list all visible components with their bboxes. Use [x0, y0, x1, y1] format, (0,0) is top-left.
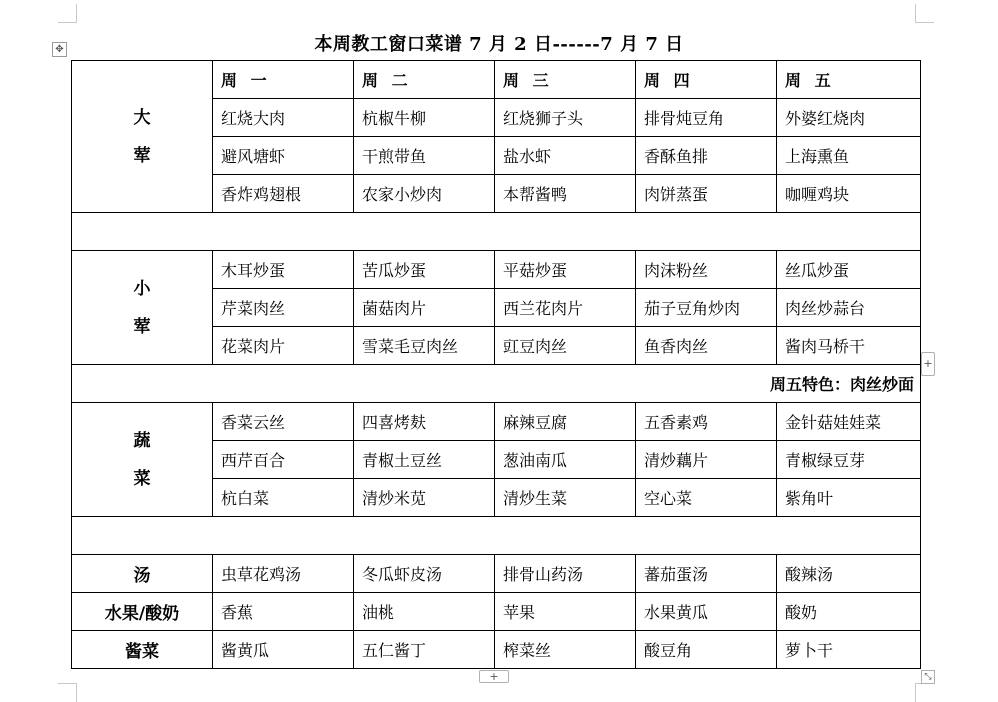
category-label: 大 [133, 107, 151, 128]
table-row [72, 555, 921, 593]
dish-cell[interactable]: 蕃茄蛋汤 [636, 555, 777, 593]
empty-cell[interactable] [72, 213, 921, 251]
dish-cell[interactable]: 榨菜丝 [495, 631, 636, 669]
menu-table [71, 60, 921, 669]
crop-mark-top-left [58, 4, 77, 23]
table-row [72, 61, 921, 99]
dish-cell[interactable]: 红烧大肉 [213, 99, 354, 137]
dish-cell[interactable]: 肉饼蒸蛋 [636, 175, 777, 213]
dish-cell[interactable]: 肉丝炒蒜台 [777, 289, 921, 327]
dish-cell[interactable]: 排骨炖豆角 [636, 99, 777, 137]
dish-cell[interactable]: 清炒藕片 [636, 441, 777, 479]
table-move-icon[interactable]: ✥ [52, 42, 67, 57]
dish-cell[interactable]: 清炒米苋 [354, 479, 495, 517]
dish-cell[interactable]: 酸奶 [777, 593, 921, 631]
dish-cell[interactable]: 农家小炒肉 [354, 175, 495, 213]
dish-cell[interactable]: 香蕉 [213, 593, 354, 631]
dish-cell[interactable]: 平菇炒蛋 [495, 251, 636, 289]
table-resize-icon[interactable]: ⤡ [921, 670, 935, 684]
category-label: 荤 [133, 145, 151, 166]
dish-cell[interactable]: 虫草花鸡汤 [213, 555, 354, 593]
dish-cell[interactable]: 雪菜毛豆肉丝 [354, 327, 495, 365]
dish-cell[interactable]: 芹菜肉丝 [213, 289, 354, 327]
dish-cell[interactable]: 酸辣汤 [777, 555, 921, 593]
dish-cell[interactable]: 酸豆角 [636, 631, 777, 669]
dish-cell[interactable]: 苹果 [495, 593, 636, 631]
dish-cell[interactable]: 避风塘虾 [213, 137, 354, 175]
dish-cell[interactable]: 金针菇娃娃菜 [777, 403, 921, 441]
dish-cell[interactable]: 萝卜干 [777, 631, 921, 669]
table-row [72, 403, 921, 441]
dish-cell[interactable]: 上海熏鱼 [777, 137, 921, 175]
table-row [72, 631, 921, 669]
dish-cell[interactable]: 本帮酱鸭 [495, 175, 636, 213]
dish-cell[interactable]: 木耳炒蛋 [213, 251, 354, 289]
dish-cell[interactable]: 空心菜 [636, 479, 777, 517]
dish-cell[interactable]: 外婆红烧肉 [777, 99, 921, 137]
dish-cell[interactable]: 葱油南瓜 [495, 441, 636, 479]
dish-cell[interactable]: 豇豆肉丝 [495, 327, 636, 365]
crop-mark-top-right [915, 4, 934, 23]
dish-cell[interactable]: 油桃 [354, 593, 495, 631]
table-row [72, 251, 921, 289]
dish-cell[interactable]: 冬瓜虾皮汤 [354, 555, 495, 593]
category-label: 菜 [133, 468, 151, 489]
dish-cell[interactable]: 青椒土豆丝 [354, 441, 495, 479]
dish-cell[interactable]: 香菜云丝 [213, 403, 354, 441]
friday-special-note[interactable]: 周五特色：肉丝炒面 [72, 365, 921, 403]
add-column-button[interactable]: + [921, 352, 935, 376]
dish-cell[interactable]: 肉沫粉丝 [636, 251, 777, 289]
category-label: 荤 [133, 316, 151, 337]
dish-cell[interactable]: 紫角叶 [777, 479, 921, 517]
empty-cell[interactable] [72, 517, 921, 555]
category-label: 蔬 [133, 430, 151, 451]
dish-cell[interactable]: 咖喱鸡块 [777, 175, 921, 213]
dish-cell[interactable]: 青椒绿豆芽 [777, 441, 921, 479]
page-title: 本周教工窗口菜谱 7 月 2 日------7 月 7 日 [314, 34, 684, 55]
dish-cell[interactable]: 五香素鸡 [636, 403, 777, 441]
crop-mark-bottom-left [58, 683, 77, 702]
day-header-mon[interactable]: 周 一 [213, 61, 354, 99]
dish-cell[interactable]: 排骨山药汤 [495, 555, 636, 593]
add-row-button[interactable]: + [479, 670, 509, 683]
crop-mark-bottom-right [915, 683, 934, 702]
category-cell-xiaohun[interactable] [72, 251, 213, 365]
dish-cell[interactable]: 丝瓜炒蛋 [777, 251, 921, 289]
dish-cell[interactable]: 香炸鸡翅根 [213, 175, 354, 213]
day-header-fri[interactable]: 周 五 [777, 61, 921, 99]
dish-cell[interactable]: 菌菇肉片 [354, 289, 495, 327]
dish-cell[interactable]: 麻辣豆腐 [495, 403, 636, 441]
category-cell-dahun[interactable] [72, 61, 213, 213]
table-row-empty [72, 517, 921, 555]
dish-cell[interactable]: 干煎带鱼 [354, 137, 495, 175]
dish-cell[interactable]: 西兰花肉片 [495, 289, 636, 327]
category-cell-shucai[interactable] [72, 403, 213, 517]
dish-cell[interactable]: 杭白菜 [213, 479, 354, 517]
dish-cell[interactable]: 酱黄瓜 [213, 631, 354, 669]
dish-cell[interactable]: 鱼香肉丝 [636, 327, 777, 365]
day-header-tue[interactable]: 周 二 [354, 61, 495, 99]
dish-cell[interactable]: 香酥鱼排 [636, 137, 777, 175]
table-row [72, 365, 921, 403]
category-cell-fruit[interactable]: 水果/酸奶 [72, 593, 213, 631]
dish-cell[interactable]: 酱肉马桥干 [777, 327, 921, 365]
dish-cell[interactable]: 清炒生菜 [495, 479, 636, 517]
dish-cell[interactable]: 杭椒牛柳 [354, 99, 495, 137]
category-cell-tang[interactable]: 汤 [72, 555, 213, 593]
dish-cell[interactable]: 西芹百合 [213, 441, 354, 479]
table-row-empty [72, 213, 921, 251]
day-header-wed[interactable]: 周 三 [495, 61, 636, 99]
dish-cell[interactable]: 五仁酱丁 [354, 631, 495, 669]
day-header-thu[interactable]: 周 四 [636, 61, 777, 99]
table-row [72, 593, 921, 631]
dish-cell[interactable]: 苦瓜炒蛋 [354, 251, 495, 289]
dish-cell[interactable]: 花菜肉片 [213, 327, 354, 365]
category-label: 小 [133, 278, 151, 299]
category-cell-pickles[interactable]: 酱菜 [72, 631, 213, 669]
dish-cell[interactable]: 四喜烤麸 [354, 403, 495, 441]
dish-cell[interactable]: 茄子豆角炒肉 [636, 289, 777, 327]
dish-cell[interactable]: 红烧狮子头 [495, 99, 636, 137]
dish-cell[interactable]: 水果黄瓜 [636, 593, 777, 631]
dish-cell[interactable]: 盐水虾 [495, 137, 636, 175]
